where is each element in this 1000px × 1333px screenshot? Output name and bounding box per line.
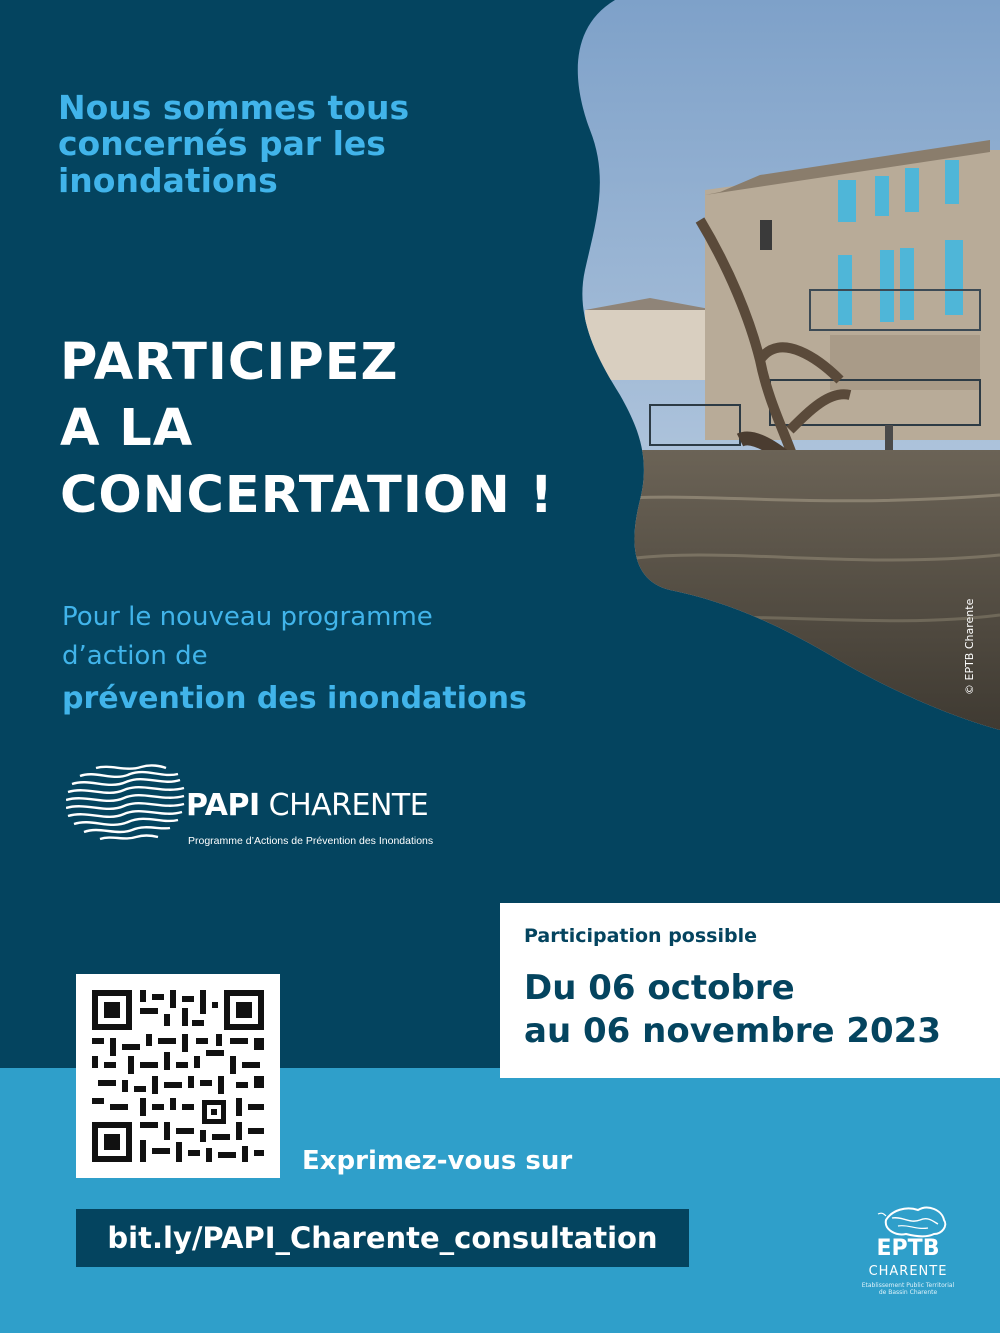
eptb-name: EPTB <box>876 1236 940 1261</box>
subtitle-line-1: Pour le nouveau programme <box>62 602 433 632</box>
subtitle-line-2: d’action de <box>62 641 208 671</box>
participation-box <box>500 903 1000 1078</box>
papi-title-thin: CHARENTE <box>259 788 429 823</box>
cta-line-1: PARTICIPEZ <box>60 333 399 392</box>
eptb-description-line-1: Etablissement Public Territorial <box>861 1282 955 1289</box>
qr-code[interactable] <box>76 974 280 1178</box>
call-to-action <box>60 330 554 529</box>
eptb-subname: CHARENTE <box>868 1264 948 1279</box>
consultation-link[interactable]: bit.ly/PAPI_Charente_consultation <box>76 1209 689 1267</box>
papi-title-bold: PAPI <box>186 788 260 823</box>
headline: Nous sommes tous concernés par les inondations <box>58 88 410 200</box>
cta-line-2: A LA <box>60 399 194 459</box>
date-line-1: Du 06 octobre <box>524 968 795 1008</box>
subtitle-line-3: prévention des inondations <box>62 681 527 716</box>
eptb-description <box>858 1282 958 1296</box>
program-subtitle <box>62 598 602 721</box>
eptb-description-line-2: de Bassin Charente <box>878 1289 938 1297</box>
cta-line-3: CONCERTATION ! <box>60 465 554 525</box>
papi-title <box>186 788 428 823</box>
express-label: Exprimez-vous sur <box>302 1146 573 1176</box>
date-line-2: au 06 novembre 2023 <box>524 1011 941 1052</box>
qr-code-icon <box>92 990 264 1162</box>
papi-subtitle: Programme d’Actions de Prévention des Inondations <box>188 835 434 847</box>
participation-label: Participation possible <box>524 925 757 947</box>
photo-credit: © EPTB Charente <box>963 598 976 695</box>
participation-dates <box>524 967 941 1053</box>
